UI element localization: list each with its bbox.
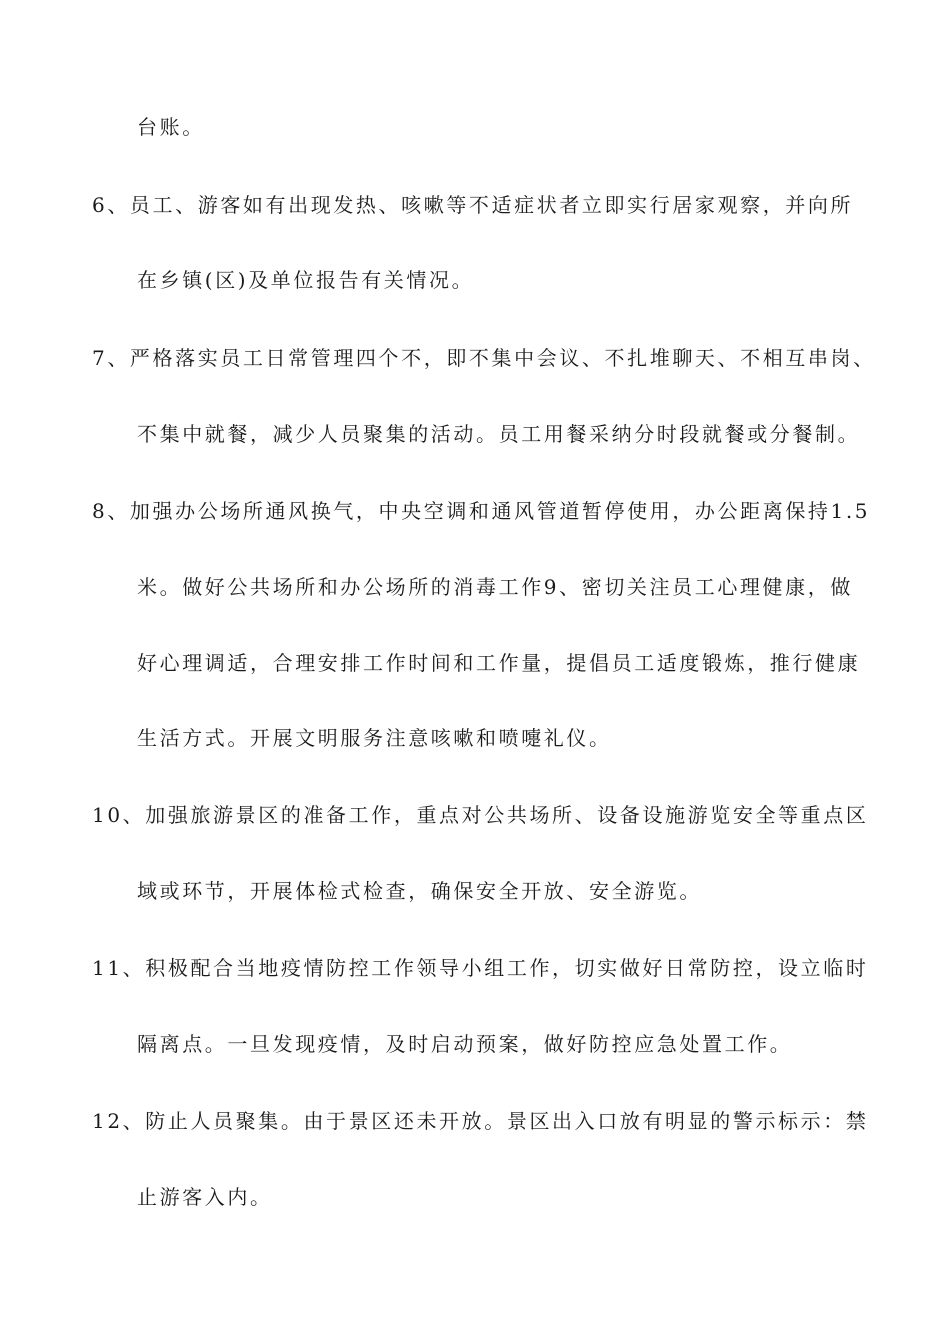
- list-item-8-line-1: 8、加强办公场所通风换气，中央空调和通风管道暂停使用，办公距离保持1.5: [92, 499, 871, 523]
- list-item-9-line-3: 生活方式。开展文明服务注意咳嗽和喷嚏礼仪。: [137, 726, 612, 750]
- list-item-7-line-2: 不集中就餐，减少人员聚集的活动。员工用餐采纳分时段就餐或分餐制。: [137, 422, 861, 446]
- list-item-11-line-1: 11、积极配合当地疫情防控工作领导小组工作，切实做好日常防控，设立临时: [92, 956, 869, 980]
- list-item-7-line-1: 7、严格落实员工日常管理四个不，即不集中会议、不扎堆聊天、不相互串岗、: [92, 346, 876, 370]
- list-item-12-line-2: 止游客入内。: [137, 1185, 273, 1209]
- list-item-11-line-2: 隔离点。一旦发现疫情，及时启动预案，做好防控应急处置工作。: [137, 1032, 793, 1056]
- list-item-9-line-2: 好心理调适，合理安排工作时间和工作量，提倡员工适度锻炼，推行健康: [137, 651, 861, 675]
- list-item-6-line-2: 在乡镇(区)及单位报告有关情况。: [137, 268, 475, 292]
- text-line: 台账。: [137, 115, 205, 139]
- list-item-6-line-1: 6、员工、游客如有出现发热、咳嗽等不适症状者立即实行居家观察，并向所: [92, 193, 854, 217]
- list-item-8-line-2: 米。做好公共场所和办公场所的消毒工作9、密切关注员工心理健康，做: [137, 575, 853, 599]
- list-item-10-line-1: 10、加强旅游景区的准备工作，重点对公共场所、设备设施游览安全等重点区: [92, 803, 869, 827]
- list-item-10-line-2: 域或环节，开展体检式检查，确保安全开放、安全游览。: [137, 879, 702, 903]
- list-item-12-line-1: 12、防止人员聚集。由于景区还未开放。景区出入口放有明显的警示标示：禁: [92, 1109, 869, 1133]
